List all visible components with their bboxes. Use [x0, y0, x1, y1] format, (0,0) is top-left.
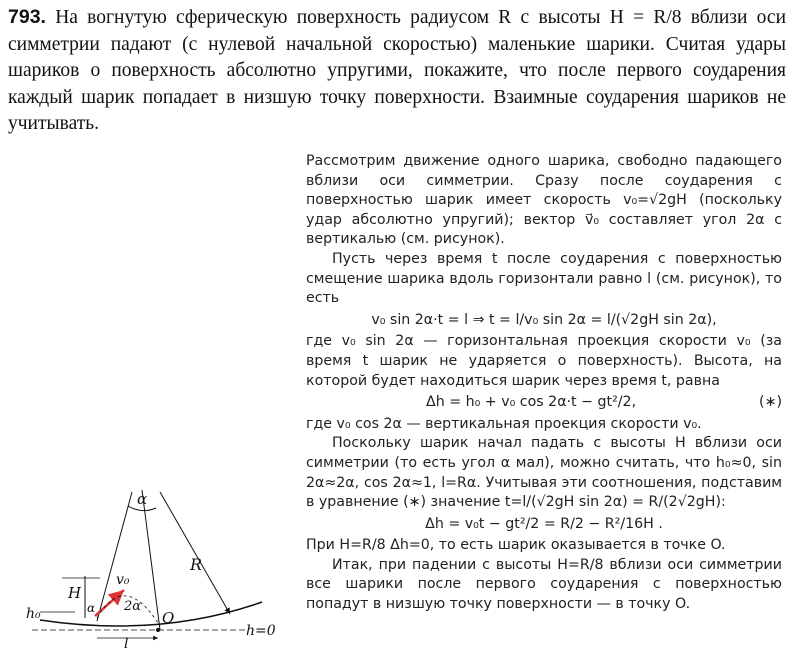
radius-line-right [160, 492, 230, 614]
l-label: l [124, 636, 129, 652]
solution-paragraph-2: Пусть через время t после соударения с поверхностью смещение шарика вдоль горизонтали равно l (см. рисунок), то есть [306, 250, 782, 307]
point-O-label: O [162, 609, 175, 627]
solution-paragraph-5: Поскольку шарик начал падать с высоты H вблизи оси симметрии (то есть угол α мал), можно считать, что h₀≈0, sin 2α≈2α, cos 2α≈1, l=Rα. Учитывая эти соотношения, подставим в уравнение (∗) значение t=l/(√2gH sin 2α) = R/(2√2gH): [306, 435, 782, 511]
solution-block [306, 152, 782, 615]
formula-2: Δh = h₀ + v₀ cos 2α·t − gt²/2, [426, 394, 637, 411]
alpha-label-top: α [137, 490, 148, 508]
formula-2-tag: (∗) [759, 394, 782, 411]
h0-label: h₀ [26, 606, 41, 622]
solution-paragraph-1: Рассмотрим движение одного шарика, свободно падающего вблизи оси симметрии. Сразу после соударения с поверхностью шарик имеет скорость v₀=√2gH (поскольку удар абсолютно упругий); вектор v⃗₀ составляет угол 2α с вертикалью (см. рисунок). [306, 153, 782, 248]
problem-number: 793. [8, 6, 46, 28]
concave-surface [40, 602, 262, 626]
small-alpha-label: α [87, 601, 96, 615]
solution-paragraph-7: Итак, при падении с высоты H=R/8 вблизи оси симметрии все шарики после первого соударения с поверхностью попадут в низшую точку поверхности — в точку O. [306, 556, 782, 613]
solution-paragraph-3: где v₀ sin 2α — горизонтальная проекция скорости v₀ (за время t шарик не ударяется о поверхность). Высота, на которой будет находиться шарик через время t, равна [306, 333, 782, 389]
problem-statement [8, 4, 786, 138]
formula-3: Δh = v₀t − gt²/2 = R/2 − R²/16H . [425, 515, 663, 532]
problem-text: На вогнутую сферическую поверхность радиусом R с высоты H = R/8 вблизи оси симметрии падают (с нулевой начальной скоростью) маленькие шарики. Считая удары шариков о поверхность абсолютно упругими, покажите, что после первого соударения каждый шарик попадает в низшую точку поверхности. Взаимные соударения шариков не учитывать. [8, 7, 787, 134]
solution-paragraph-6: При H=R/8 Δh=0, то есть шарик оказывается в точке O. [306, 537, 726, 554]
solution-paragraph-4: где v₀ cos 2α — вертикальная проекция скорости v₀. [306, 415, 702, 432]
formula-1: v₀ sin 2α·t = l ⇒ t = l/v₀ sin 2α = l/(√2gH sin 2α), [371, 311, 717, 328]
radius-label: R [190, 555, 203, 574]
velocity-vector [95, 590, 124, 616]
double-alpha-label: 2α [124, 599, 142, 614]
velocity-label: v₀ [116, 572, 130, 588]
physics-diagram [0, 478, 300, 652]
height-label-H: H [68, 584, 82, 602]
ground-label: h=0 [246, 623, 276, 639]
formula-2-row [306, 393, 782, 413]
